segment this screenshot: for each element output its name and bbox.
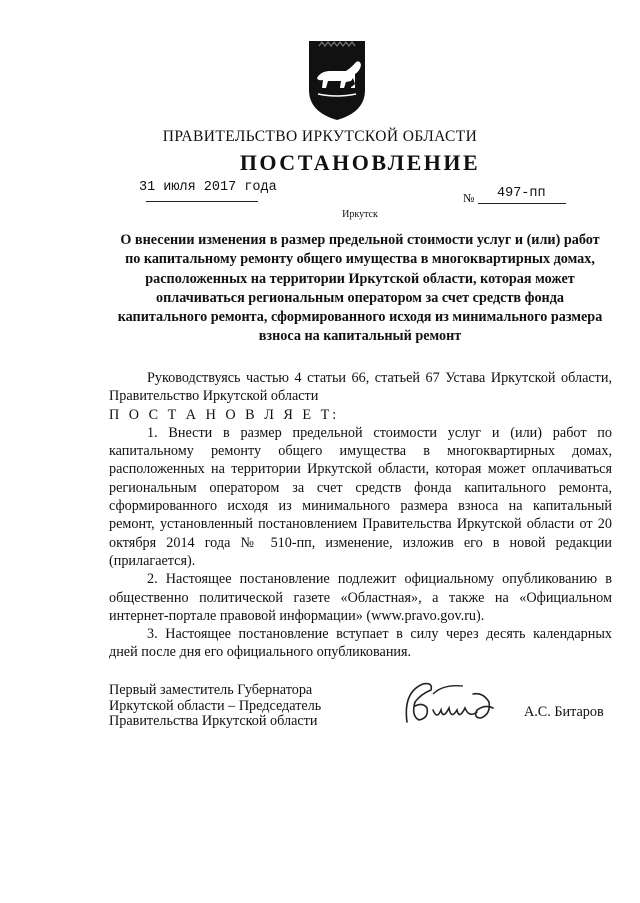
number-sign: № (463, 191, 475, 205)
date-underline (146, 201, 258, 202)
number-underline (478, 203, 566, 204)
signer-line-1: Первый заместитель Губернатора (109, 682, 313, 698)
clause-2: 2. Настоящее постановление подлежит официальному опубликованию в общественно политической газете «Областная», а также на «Официальном интернет-портале правовой информации» (www.pravo.gov.ru). (109, 571, 612, 624)
document-city: Иркутск (342, 209, 378, 220)
signer-line-2: Иркутской области – Председатель (109, 697, 322, 714)
clause-3: 3. Настоящее постановление вступает в силу через десять календарных дней после дня его официального опубликования. (109, 626, 612, 661)
resolves-heading: П О С Т А Н О В Л Я Е Т: (109, 406, 340, 423)
signer-position (109, 683, 321, 730)
clause-1: 1. Внести в размер предельной стоимости услуг и (или) работ по капитальному ремонту общего имущества в многоквартирных домах, расположенных на территории Иркутской области, которая может оплачиваться региональным оператором за счет средств фонда капитального ремонта, сформированного исходя из минимального размера взноса на капитальный ремонт, установленный постановлением Правительства Иркутской области от 20 октября 2014 года № 510-пп, изменение, изложив его в новой редакции (прилагается). (109, 424, 612, 569)
document-number: 497-пп (497, 186, 546, 201)
document-type: ПОСТАНОВЛЕНИЕ (239, 150, 481, 175)
preamble-paragraph: Руководствуясь частью 4 статьи 66, статьей 67 Устава Иркутской области, Правительство Иркутской области (109, 370, 612, 405)
document-body (109, 369, 612, 662)
document-title: О внесении изменения в размер предельной стоимости услуг и (или) работ по капитальному ремонту общего имущества в многоквартирных домах, расположенных на территории Иркутской области, которая может оплачиваться региональным оператором за счет средств фонда капитального ремонта, сформированного исходя из минимального размера взноса на капитальный ремонт (117, 232, 603, 345)
signer-line-3: Правительства Иркутской области (109, 713, 318, 729)
government-name: ПРАВИТЕЛЬСТВО ИРКУТСКОЙ ОБЛАСТИ (162, 128, 478, 145)
irkutsk-coat-of-arms-icon (306, 38, 368, 122)
handwritten-signature (393, 672, 513, 742)
document-date: 31 июля 2017 года (139, 180, 277, 195)
signer-name: А.С. Битаров (524, 704, 604, 720)
